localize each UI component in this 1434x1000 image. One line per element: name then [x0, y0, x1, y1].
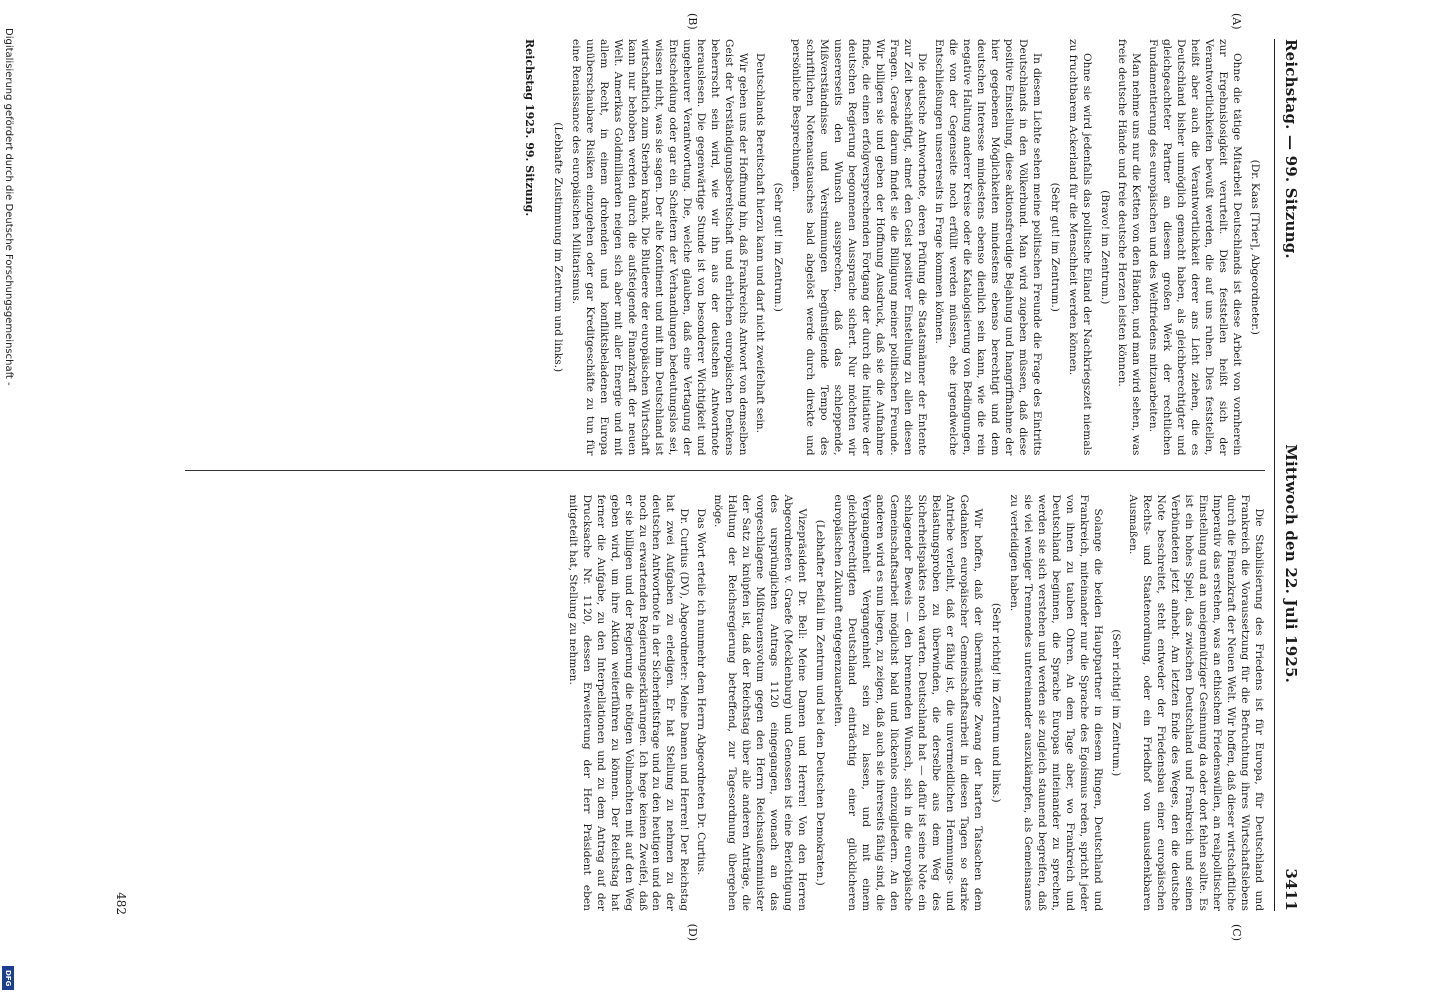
- interjection: (Bravo! im Zentrum.): [1098, 190, 1111, 305]
- margin-marker-c: (C): [1230, 924, 1244, 941]
- interjection: (Sehr richtig! im Zentrum.): [1109, 629, 1122, 777]
- text-columns: [185, 13, 1266, 941]
- paragraph: Vizepräsident Dr. Bell: Meine Damen und Herren! Von den Herren Abgeordneten v. Graefe (Mecklenburg) und Genossen ist eine Berichtigung des ursprünglichen Antrags 1120 eingegangen, wonach an das vorgeschlagene Mißtrauensvotum gegen den Herrn Reichsaußenminister der Satz zu knüpfen ist, daß der Reichstag über alle anderen Anträge, die Haltung der Reichsregierung betreffend, zur Tagesordnung übergehen möge.: [712, 494, 809, 911]
- header-right: Mittwoch den 22. Juli 1925.: [1282, 444, 1300, 684]
- interjection: (Sehr gut! im Zentrum.): [1048, 182, 1061, 312]
- interjection: (Sehr richtig! im Zentrum und links.): [989, 602, 1002, 803]
- paragraph: Wir geben uns der Hoffnung hin, daß Frankreichs Antwort von demselben Geist der Verständigungsbereitschaft und ehrlichen europäischen Denkens beherrscht sein wird, wie wir ihn aus der deutschen Antwortnote herauslesen. Die gegenwärtige Stunde ist von besonderer Wichtigkeit und ungeheurer Verantwortung. Die, welche glauben, daß eine Vertagung der Entscheidung oder gar ein Scheitern der Verhandlungen bedeutungslos sei, wissen nicht, was sie sagen. Der alte Kontinent und mit ihm Deutschland ist wirtschaftlich zum Sterben krank. Die Blutleere der europäischen Wirtschaft kann nur behoben werden durch die aufsteigende Finanzkraft der neuen Welt. Amerikas Goldmilliarden neigen sich aber mit aller Energie und mit allem Recht, in einem drohenden und konfliktsbeladenen Europa unüberschaubare Risiken einzugehen oder gar Kreditgeschäfte zu tun für eine Renaissance des europäischen Militarismus.: [569, 39, 750, 456]
- dfg-logo-icon: DFG: [2, 966, 14, 990]
- paragraph: Die Stabilisierung des Friedens ist für Europa, für Deutschland und Frankreich die Voraussetzung für die Befruchtung ihres Wirtschaftslebens durch die Finanzkraft der Neuen Welt. Wir hoffen, daß dieser wirtschaftliche Imperativ das erstehen, was an ethischem Friedenswillen, an realpolitischer Einstellung und an uneigennütziger Gesinnung da oder dort fehlen sollte. Es ist ein hohes Spiel, das zwischen Deutschland und Frankreich und seinen Verbündeten jetzt anhebt. Am letzten Ende des Weges, den die deutsche Note beschreitet, steht entweder der Friedensbau einer europäischen Rechts- und Staatenordnung, oder ein Friedhof von unausdenkbaren Ausmaßen.: [1127, 494, 1266, 911]
- header-left: Reichstag. — 99. Sitzung.: [1282, 39, 1300, 259]
- paragraph: Wir hoffen, daß der übermächtige Zwang der harten Tatsachen dem Gedanken europäischer Gemeinschaftsarbeit in diesen Tagen so starke Antriebe verleiht, daß er fähig ist, die unvermeidlichen Hemmungs- und Belastungsproben zu überwinden, die derselbe aus dem Weg des Sicherheitspaktes noch warten. Deutschland hat — dafür ist seine Note ein schlagender Beweis — den brennenden Wunsch, sich in die europäische Gemeinschaftsarbeit möglichst bald und lückenlos einzugliedern. An den anderen wird es nun liegen, zu zeigen, daß auch sie ihrerseits fähig sind, die Vergangenheit Vergangenheit sein zu lassen, und mit einem gleichberechtigten Deutschland einträchtig einer glücklicheren europäischen Zukunft entgegenzuarbeiten.: [832, 494, 984, 911]
- paragraph: Ohne sie wird jedenfalls das politische Eiland der Nachkriegszeit niemals zu fruchtbarem Ackerland für die Menschheit werden können.: [1066, 39, 1093, 456]
- left-column: [185, 13, 1265, 471]
- page-header: [1274, 39, 1300, 911]
- credit-text: Digitalisierung gefördert durch die Deutsche Forschungsgemeinschaft -: [3, 28, 14, 386]
- bottom-page-number: 482: [113, 892, 128, 915]
- right-column: [185, 494, 1266, 941]
- paragraph: Man nehme uns nur die Ketten von den Händen, und man wird sehen, was freie deutsche Hände und freie deutsche Herzen leisten können.: [1116, 39, 1143, 456]
- paragraph: Die deutsche Antwortnote, deren Prüfung die Staatsmänner der Entente zur Zeit beschäftigt, atmet den Geist positiver Einstellung zu allen diesen Fragen. Gerade darum findet sie die Billigung meiner politischen Freunde. Wir billigen sie und geben der Hoffnung Ausdruck, daß sie die Aufnahme finde, die einen erfolgversprechenden Fortgang der durch die Initiative der deutschen Regierung begonnenen Aussprache sichert. Nur möchten wir unsererseits den Wunsch aussprechen, daß das schleppende, Mißverständnisse und Verstimmungen begünstigende Tempo des schriftlichen Notenaustausches bald abgelöst werde durch direkte und persönliche Besprechungen.: [790, 39, 928, 456]
- margin-marker-d: (D): [686, 923, 700, 941]
- paragraph: Solange die beiden Hauptpartner in diesem Ringen, Deutschland und Frankreich, miteinander nur die Sprache des Egoismus reden, spricht jeder von ihnen zu tauben Ohren. An dem Tage aber, wo Frankreich und Deutschland beginnen, die Sprache Europas miteinander zu sprechen, werden sie sich verstehen und werden sie zugleich staunend begreifen, daß sie viel weniger Trennendes untereinander auszukämpfen, als Gemeinsames zu verteidigen haben.: [1007, 494, 1104, 911]
- interjection: (Lebhafter Beifall im Zentrum und bei den Deutschen Demokraten.): [814, 519, 827, 886]
- footer-session: Reichstag 1925. 99. Sitzung.: [522, 39, 536, 217]
- header-page-number: 3411: [1282, 868, 1300, 911]
- digitization-credit: [2, 28, 16, 988]
- interjection: (Sehr gut! im Zentrum.): [772, 182, 785, 312]
- rotated-reichstag-page: [94, 5, 1324, 945]
- paragraph: Deutschlands Bereitschaft hierzu kann und darf nicht zweifelhaft sein.: [754, 53, 767, 433]
- paragraph: In diesem Lichte sehen meine politischen Freunde die Frage des Eintritts Deutschlands in den Völkerbund. Man wird zugeben müssen, daß diese positive Einstellung, diese aktionsfreudige Bejahung und Inangriffnahme der hier gegebenen Möglichkeiten mindestens ebenso berechtigt und dem deutschen Interesse mindestens ebenso dienlich sein kann, wie die rein negative Haltung anderer Kreise oder die Katalogisierung von Bedingungen, die von der Gegenseite noch erfüllt werden müssen, ehe irgendwelche Entschließungen unsererseits in Frage kommen können.: [932, 39, 1043, 456]
- paragraph: Dr. Curtius (DV), Abgeordneter: Meine Damen und Herren! Der Reichstag hat zwei Aufgaben zu erledigen. Er hat Stellung zu nehmen zu der deutschen Antwortnote in der Sicherheitsfrage und zu den heutigen und den noch zu erwartenden Regierungserklärungen. Ich hege keinen Zweifel, daß er sie billigen und der Regierung die nötigen Vollmachten mit auf den Weg geben wird, um ihre Aktion weiterführen zu können. Der Reichstag hat ferner die Aufgabe, zu den Interpellationen und zu dem Antrag auf der Drucksache Nr. 1120, dessen Erweiterung der Herr Präsident eben mitgeteilt hat, Stellung zu nehmen.: [566, 494, 691, 911]
- paragraph: Ohne die tätige Mitarbeit Deutschlands ist diese Arbeit von vornherein zur Ergebnislosigkeit verurteilt. Dies feststellen heißt sich der Verantwortlichkeiten bewußt werden, die auf uns ruhen. Dies feststellen, heißt aber auch die Verantwortlichkeit derer ans Licht ziehen, die es Deutschland bisher unmöglich gemacht haben, als gleichberechtigter und gleichgeachteter Partner an diesem großen Werk der rechtlichen Fundamentierung des europäischen und des Weltfriedens mitzuarbeiten.: [1147, 39, 1244, 456]
- interjection: (Lebhafte Zustimmung im Zentrum und links.): [551, 122, 564, 373]
- speaker-line: (Dr. Kaas [Trier], Abgeordneter.): [1249, 159, 1262, 335]
- paragraph: Das Wort erteile ich nunmehr dem Herrn Abgeordneten Dr. Curtius.: [695, 508, 708, 876]
- margin-marker-b: (B): [686, 13, 700, 30]
- margin-marker-a: (A): [1230, 13, 1244, 30]
